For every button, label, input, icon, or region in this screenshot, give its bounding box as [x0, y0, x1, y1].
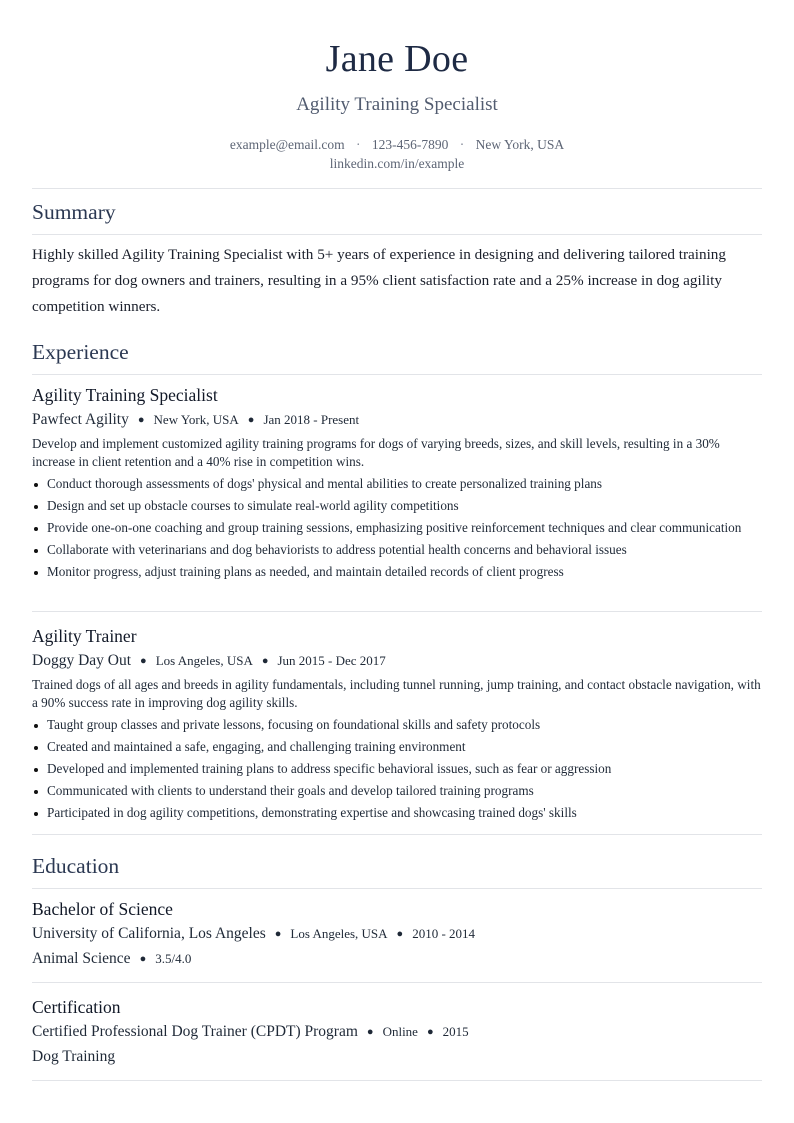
degree-title: Bachelor of Science: [32, 899, 173, 919]
company-name: Pawfect Agility: [32, 411, 129, 428]
linkedin-link[interactable]: linkedin.com/in/example: [329, 156, 465, 171]
candidate-title: Agility Training Specialist: [296, 94, 498, 115]
school-name: University of California, Los Angeles: [32, 925, 266, 942]
divider: [32, 834, 762, 835]
school-location: Los Angeles, USA: [290, 926, 388, 941]
list-item: Collaborate with veterinarians and dog behaviorists to address potential health concerns and behavioral issues: [32, 541, 747, 559]
job-location: New York, USA: [153, 412, 239, 427]
location: New York, USA: [475, 137, 565, 152]
list-item: Monitor progress, adjust training plans as needed, and maintain detailed records of client progress: [32, 563, 747, 581]
degree-title: Certification: [32, 997, 121, 1017]
divider: [32, 374, 762, 375]
list-item: Created and maintained a safe, engaging, and challenging training environment: [32, 738, 747, 756]
company-name: Doggy Day Out: [32, 652, 132, 669]
job-bullets: [32, 475, 747, 585]
separator: ·: [459, 137, 465, 152]
bullet-dot: ●: [274, 928, 282, 940]
divider: [32, 982, 762, 983]
contact-info: [0, 135, 794, 173]
list-item: Communicated with clients to understand their goals and develop tailored training programs: [32, 782, 747, 800]
experience-heading: Experience: [32, 340, 129, 364]
school-dates: 2010 - 2014: [412, 926, 476, 941]
job-dates: Jun 2015 - Dec 2017: [277, 653, 386, 668]
job-dates: Jan 2018 - Present: [263, 412, 360, 427]
candidate-name: Jane Doe: [325, 38, 469, 80]
list-item: Developed and implemented training plans to address specific behavioral issues, such as fear or aggression: [32, 760, 747, 778]
field-meta: [32, 949, 191, 970]
job-description: Develop and implement customized agility training programs for dogs of varying breeds, sizes, and skill levels, resulting in a 30% increase in client retention and a 40% rise in competition wins.: [32, 436, 720, 469]
bullet-dot: ●: [140, 655, 147, 667]
job-title: Agility Trainer: [32, 626, 137, 646]
phone-number[interactable]: 123-456-7890: [371, 137, 449, 152]
school-meta: [32, 1022, 469, 1043]
job-meta: [32, 410, 359, 431]
job-location: Los Angeles, USA: [155, 653, 253, 668]
divider: [32, 188, 762, 189]
job-title: Agility Training Specialist: [32, 385, 218, 405]
list-item: Taught group classes and private lessons, focusing on foundational skills and safety protocols: [32, 716, 747, 734]
summary-heading: Summary: [32, 200, 116, 224]
list-item: Provide one-on-one coaching and group training sessions, emphasizing positive reinforcement techniques and clear communication: [32, 519, 747, 537]
bullet-dot: ●: [261, 655, 269, 667]
summary-text: Highly skilled Agility Training Specialist with 5+ years of experience in designing and delivering tailored training programs for dog owners and trainers, resulting in a 95% client satisfaction rate and a 25% increase in dog agility competition winners.: [32, 246, 726, 315]
divider: [32, 611, 762, 612]
divider: [32, 1080, 762, 1081]
field-of-study: Dog Training: [32, 1048, 116, 1065]
bullet-dot: ●: [139, 953, 147, 965]
list-item: Design and set up obstacle courses to simulate real-world agility competitions: [32, 497, 747, 515]
bullet-dot: ●: [247, 414, 255, 426]
school-location: Online: [382, 1024, 418, 1039]
bullet-dot: ●: [396, 928, 404, 940]
bullet-dot: ●: [137, 414, 145, 426]
school-meta: [32, 924, 475, 945]
bullet-dot: ●: [426, 1026, 434, 1038]
field-meta: [32, 1047, 115, 1067]
job-bullets: [32, 716, 747, 826]
gpa: 3.5/4.0: [155, 951, 192, 966]
school-dates: 2015: [442, 1024, 469, 1039]
divider: [32, 888, 762, 889]
bullet-dot: ●: [366, 1026, 374, 1038]
list-item: Participated in dog agility competitions, demonstrating expertise and showcasing trained dogs' skills: [32, 804, 747, 822]
school-name: Certified Professional Dog Trainer (CPDT) Program: [32, 1023, 358, 1040]
education-heading: Education: [32, 854, 120, 878]
divider: [32, 234, 762, 235]
job-description: Trained dogs of all ages and breeds in agility fundamentals, including tunnel running, jump training, and contact obstacle navigation, with a 90% success rate in improving dog agility skills.: [32, 677, 761, 710]
list-item: Conduct thorough assessments of dogs' physical and mental abilities to create personalized training plans: [32, 475, 747, 493]
job-meta: [32, 651, 386, 672]
field-of-study: Animal Science: [32, 950, 131, 967]
separator: ·: [356, 137, 361, 152]
email-link[interactable]: example@email.com: [229, 137, 345, 152]
